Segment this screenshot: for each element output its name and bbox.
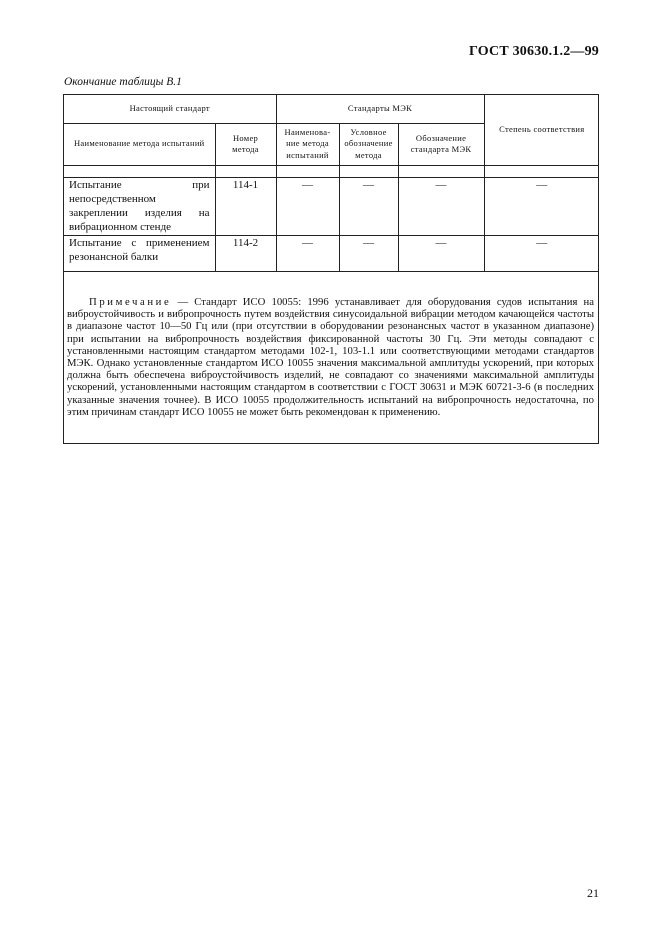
iec-standard-cell: — [398, 235, 484, 271]
iec-name-cell: — [276, 235, 339, 271]
methods-table [64, 95, 599, 272]
header-iec-name-l1: Наименова- [284, 126, 331, 137]
header-iec-standard [398, 123, 484, 165]
header-iec-standard-l2: стандарта МЭК [410, 144, 472, 154]
table-row [64, 235, 599, 271]
header-method-number-l2: метода [232, 144, 259, 154]
method-name-cell: Испытание с применением резонансной балки [64, 235, 215, 271]
header-method-number [215, 123, 276, 165]
table-row [64, 177, 599, 235]
method-name-cell: Испытание при непосредственном закреплении изделия на вибрационном стенде [64, 177, 215, 235]
table-caption: Окончание таблицы В.1 [64, 76, 182, 88]
header-method-name: Наименование метода испытаний [64, 123, 215, 165]
document-code: ГОСТ 30630.1.2—99 [469, 44, 599, 59]
header-iec-symbol [339, 123, 398, 165]
iec-standard-cell: — [398, 177, 484, 235]
header-iec-name [276, 123, 339, 165]
degree-cell: — [484, 235, 599, 271]
header-iec-symbol-l1: Условное [350, 126, 387, 137]
header-iec-name-l3: испытаний [286, 149, 329, 160]
header-method-number-l1: Номер [232, 132, 259, 143]
header-iec-symbol-l3: метода [355, 149, 382, 160]
iec-name-cell: — [276, 177, 339, 235]
group-header-national: Настоящий стандарт [64, 95, 276, 123]
header-iec-name-l2: ние метода [286, 138, 329, 149]
header-iec-standard-l1: Обозначение [415, 132, 467, 143]
note-label: Примечание [89, 296, 172, 308]
method-number-cell: 114-2 [215, 235, 276, 271]
table-note [67, 296, 594, 418]
group-header-iec: Стандарты МЭК [276, 95, 484, 123]
page-number: 21 [587, 886, 599, 900]
iec-symbol-cell: — [339, 235, 398, 271]
note-text: — Стандарт ИСО 10055: 1996 устанавливает для оборудования судов испытания на виброустойчивость и вибропрочность путем воздействия синусоидальной вибрации методом качающейся частоты в диапазоне частот 10—50 Гц или (при отсутствии в оборудовании резонансных частот в указанном диапазоне) при испытании на вибропрочность воздействия фиксированной частоты 30 Гц. Эти методы совпадают с установленными настоящим стандартом методами 102-1, 103-1.1 или соответствующими методами стандартов МЭК. Однако установленные стандартом ИСО 10055 значения максимальной амплитуды ускорений, при которых должна быть обеспечена виброустойчивость изделий, не совпадают со значениями максимальной амплитуды ускорений, установленными настоящим стандартом в соответствии с ГОСТ 30631 и МЭК 60721-3-6 (в последних указанные значения точнее). В ИСО 10055 продолжительность испытаний на вибропрочность недостаточна, по этим причинам стандарт ИСО 10055 не может быть рекомендован к применению. [67, 296, 594, 418]
header-degree: Степень соответствия [484, 95, 599, 165]
iec-symbol-cell: — [339, 177, 398, 235]
header-iec-symbol-l2: обозначение [344, 138, 393, 149]
degree-cell: — [484, 177, 599, 235]
method-number-cell: 114-1 [215, 177, 276, 235]
